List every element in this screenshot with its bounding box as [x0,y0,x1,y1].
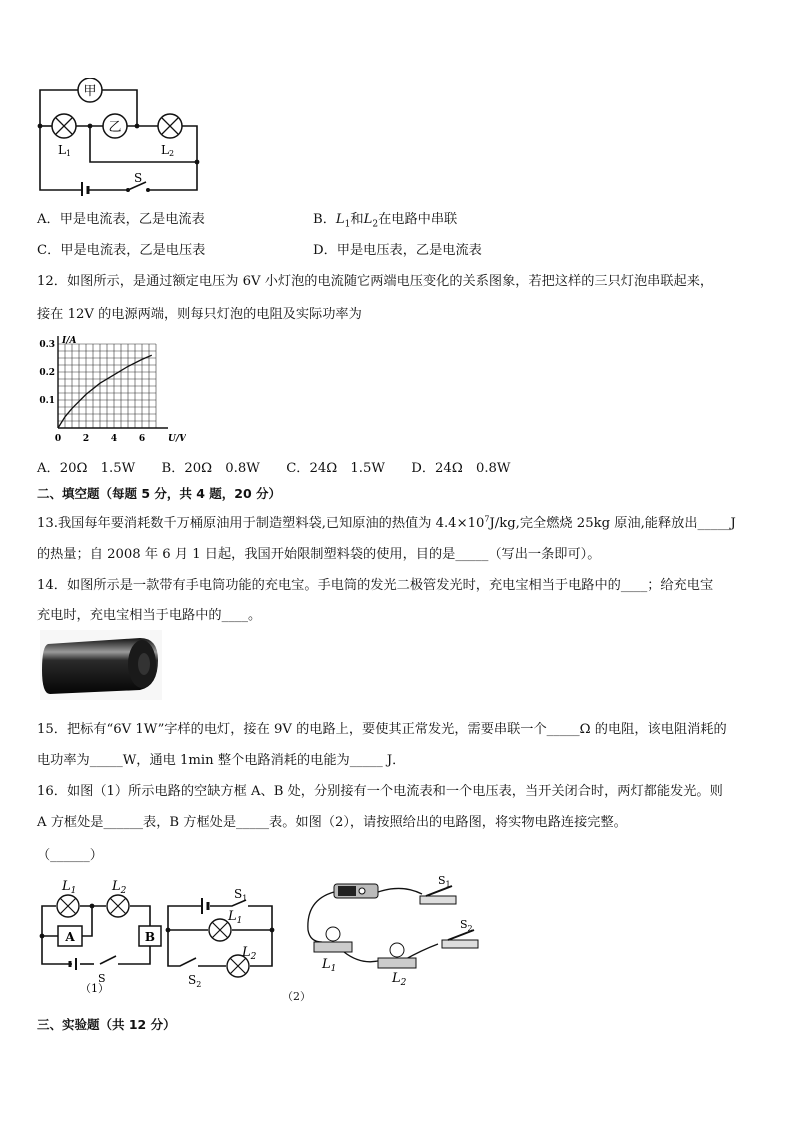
q11-option-b: B．$L_1$和$L_2$在电路中串联 [313,212,458,230]
svg-text:L1: $L_1$ [62,879,77,896]
q12-text-line2: 接在 12V 的电源两端，则每只灯泡的电阻及实际功率为 [37,307,362,322]
section2-title: 二、填空题（每题 5 分，共 4 题，20 分） [37,486,282,501]
svg-text:（1）: （1） [80,982,109,995]
lamp-l1-icon [52,114,76,138]
q16-physical-circuit [292,870,498,990]
q16-text-line2: A 方框处是______表，B 方框处是_____表。如图（2），请按照给出的电路图，将实物电路连接完整。 [37,815,627,830]
x-tick-label: 2 [82,434,90,444]
q11-option-d: D．甲是电压表，乙是电流表 [313,243,482,258]
svg-text:S2: $S_2$ [188,973,202,989]
q14-text-line2: 充电时，充电宝相当于电路中的____。 [37,608,262,623]
svg-text:S1: $S_1$ [438,874,451,889]
svg-text:甲: 甲 [83,84,97,99]
q13-text-line2: 的热量；自 2008 年 6 月 1 日起，我国开始限制塑料袋的使用，目的是_____（写出一条即可）。 [37,547,601,562]
label-l2: L2 [161,143,175,158]
svg-text:S1: $S_1$ [234,887,248,903]
q14-text-line1: 14．如图所示是一款带有手电筒功能的充电宝。手电筒的发光二极管发光时，充电宝相当于电路中的____；给充电宝 [37,578,714,593]
svg-text:S: S [98,972,106,985]
x-tick-label: 6 [138,434,146,444]
svg-text:B: B [144,930,156,944]
q16-circuit-diagrams [30,870,292,1000]
q11-option-a: A．甲是电流表，乙是电流表 [37,212,205,227]
power-bank-image [40,630,162,700]
x-tick-label: 0 [54,434,62,444]
y-axis-label: I/A [62,336,77,346]
q15-text-line1: 15．把标有“6V 1W”字样的电灯，接在 9V 的电路上，要使其正常发光，需要串联一个_____Ω 的电阻，该电阻消耗的 [37,722,727,737]
q16-answer-blank: （______） [37,848,103,863]
iu-chart [36,336,186,446]
svg-text:L1: $L_1$ [228,909,243,926]
svg-text:L2: $L_2$ [242,945,257,962]
y-tick-label: 0.3 [39,340,55,350]
label-s: S [134,171,143,185]
q12-text-line1: 12．如图所示，是通过额定电压为 6V 小灯泡的电流随它两端电压变化的关系图象，若把这样的三只灯泡串联起来， [37,274,714,289]
q12-options: A．20Ω 1.5W B．20Ω 0.8W C．24Ω 1.5W D．24Ω 0.8W [37,461,511,476]
meter-jia-icon [78,78,102,102]
meter-yi-icon [103,114,127,138]
y-tick-label: 0.1 [39,396,55,406]
svg-text:L1: $L_1$ [322,957,337,974]
x-axis-label: U/V [168,434,186,444]
svg-text:A: A [65,930,75,944]
x-tick-label: 4 [110,434,118,444]
section3-title: 三、实验题（共 12 分） [37,1017,176,1032]
q16-text-line1: 16．如图（1）所示电路的空缺方框 A、B 处，分别接有一个电流表和一个电压表，当开关闭合时，两灯都能发光。则 [37,784,723,799]
y-tick-label: 0.2 [39,368,55,378]
svg-text:L2: $L_2$ [112,879,127,896]
q13-text-line1: 13.我国每年要消耗数千万桶原油用于制造塑料袋,已知原油的热值为 $4.4\times 10^7J/kg$,完全燃烧 25kg 原油,能释放出_____J [37,514,736,531]
q11-option-c: C．甲是电流表，乙是电压表 [37,243,206,258]
lamp-l2-icon [158,114,182,138]
q15-text-line2: 电功率为_____W，通电 1min 整个电路消耗的电能为_____ J． [37,753,406,768]
svg-text:L2: $L_2$ [392,971,407,988]
svg-text:S2: $S_2$ [460,918,473,933]
label-l1: L1 [58,143,72,158]
fig2-caption: （2） [282,990,311,1003]
q11-circuit-figure [30,78,210,196]
svg-text:乙: 乙 [108,120,122,135]
